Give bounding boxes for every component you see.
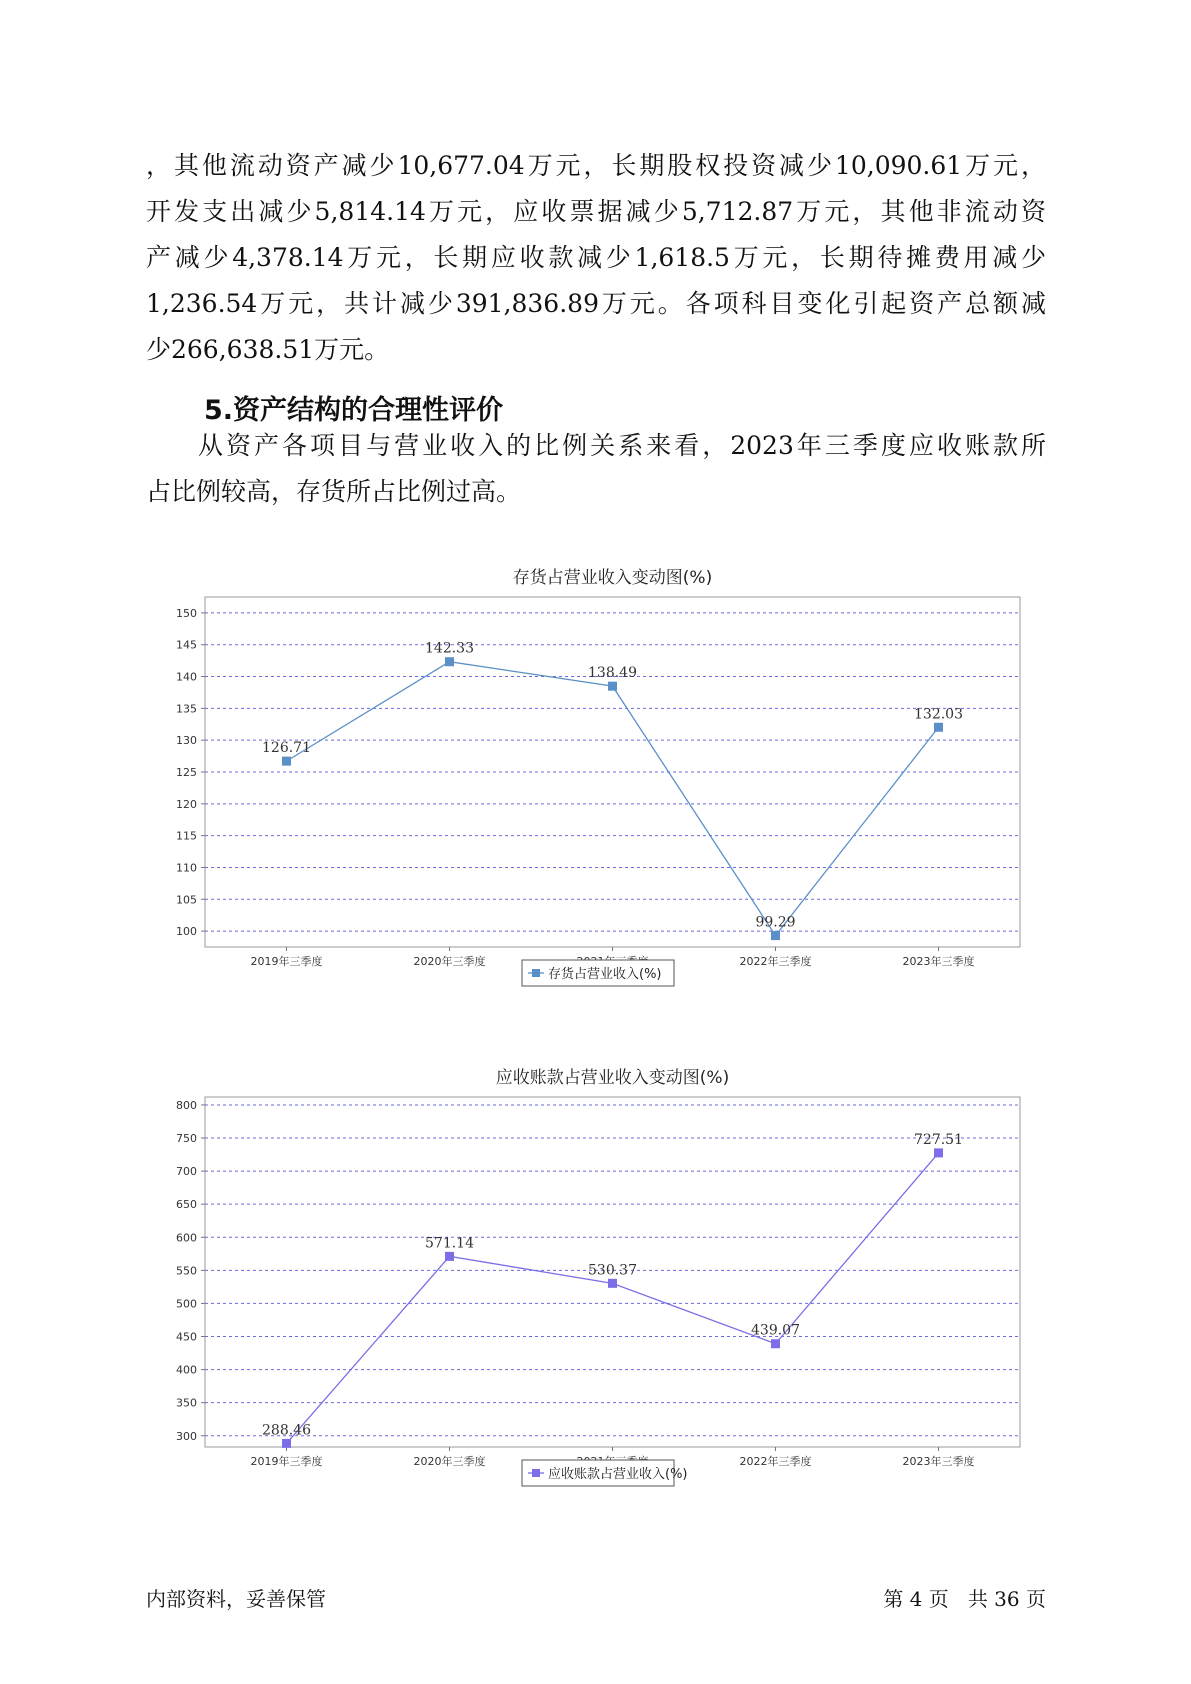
y-tick-label: 105 [176, 893, 197, 907]
y-tick-label: 300 [176, 1429, 197, 1443]
legend-marker [532, 1469, 540, 1477]
data-label: 530.37 [588, 1262, 637, 1279]
y-tick-label: 150 [176, 606, 197, 620]
paragraph-line: 产减少4,378.14万元，长期应收款减少1,618.5万元，长期待摊费用减少 [146, 243, 1046, 272]
y-tick-label: 550 [176, 1264, 197, 1278]
data-label: 126.71 [262, 740, 311, 757]
y-tick-label: 600 [176, 1231, 197, 1245]
paragraph-line: ，其他流动资产减少10,677.04万元，长期股权投资减少10,090.61万元， [146, 151, 1046, 180]
data-point [771, 1339, 780, 1348]
y-tick-label: 750 [176, 1132, 197, 1146]
y-tick-label: 400 [176, 1363, 197, 1377]
y-tick-label: 140 [176, 670, 197, 684]
data-label: 571.14 [425, 1235, 474, 1252]
data-label: 132.03 [914, 706, 963, 723]
paragraph-structure-evaluation [146, 423, 1046, 515]
data-point [282, 1439, 291, 1448]
data-point [934, 1148, 943, 1157]
x-tick-label: 2023年三季度 [902, 955, 975, 968]
y-tick-label: 450 [176, 1330, 197, 1344]
y-tick-label: 120 [176, 797, 197, 811]
y-tick-label: 125 [176, 766, 197, 779]
legend-label: 存货占营业收入(%) [548, 967, 662, 982]
x-tick-label: 2023年三季度 [902, 1455, 975, 1468]
receivables-ratio-chart [150, 1065, 1030, 1505]
y-tick-label: 700 [176, 1165, 197, 1179]
x-tick-label: 2020年三季度 [413, 1455, 486, 1468]
paragraph-line: 占比例较高，存货所占比例过高。 [146, 477, 522, 506]
y-tick-label: 135 [176, 702, 197, 716]
legend-label: 应收账款占营业收入(%) [548, 1467, 688, 1482]
y-tick-label: 100 [176, 925, 197, 939]
x-tick-label: 2022年三季度 [739, 1455, 812, 1468]
data-label: 288.46 [262, 1422, 311, 1439]
y-tick-label: 500 [176, 1297, 197, 1311]
data-label: 727.51 [914, 1131, 963, 1148]
data-point [282, 757, 291, 766]
x-tick-label: 2019年三季度 [250, 955, 323, 968]
y-tick-label: 800 [176, 1098, 197, 1112]
data-point [445, 1252, 454, 1261]
data-label: 439.07 [751, 1322, 800, 1339]
y-tick-label: 110 [176, 861, 197, 875]
paragraph-asset-changes [146, 143, 1046, 373]
paragraph-line: 1,236.54万元，共计减少391,836.89万元。各项科目变化引起资产总额减 [146, 289, 1046, 318]
x-tick-label: 2022年三季度 [739, 955, 812, 968]
y-tick-label: 115 [176, 829, 197, 843]
section-heading: 5.资产结构的合理性评价 [204, 395, 504, 426]
x-tick-label: 2020年三季度 [413, 955, 486, 968]
paragraph-line: 从资产各项目与营业收入的比例关系来看，2023年三季度应收账款所 [198, 431, 1046, 460]
footer-confidential-note: 内部资料，妥善保管 [146, 1587, 326, 1611]
data-label: 142.33 [425, 640, 474, 657]
data-label: 138.49 [588, 665, 637, 682]
paragraph-line: 少266,638.51万元。 [146, 335, 390, 364]
y-tick-label: 650 [176, 1198, 197, 1212]
data-point [445, 657, 454, 666]
legend-marker [532, 969, 540, 977]
chart-title: 存货占营业收入变动图(%) [512, 568, 713, 588]
chart-title: 应收账款占营业收入变动图(%) [495, 1068, 730, 1088]
footer-page-number: 第 4 页 共 36 页 [883, 1587, 1046, 1611]
data-point [934, 723, 943, 732]
paragraph-line: 开发支出减少5,814.14万元，应收票据减少5,712.87万元，其他非流动资 [146, 197, 1046, 226]
data-point [608, 682, 617, 691]
y-tick-label: 350 [176, 1396, 197, 1410]
inventory-ratio-chart [150, 565, 1030, 1005]
y-tick-label: 145 [176, 638, 197, 652]
data-point [771, 931, 780, 940]
data-point [608, 1279, 617, 1288]
x-tick-label: 2019年三季度 [250, 1455, 323, 1468]
chart-svg [150, 1065, 1030, 1505]
data-label: 99.29 [755, 914, 796, 931]
y-tick-label: 130 [176, 734, 197, 748]
chart-svg [150, 565, 1030, 1005]
